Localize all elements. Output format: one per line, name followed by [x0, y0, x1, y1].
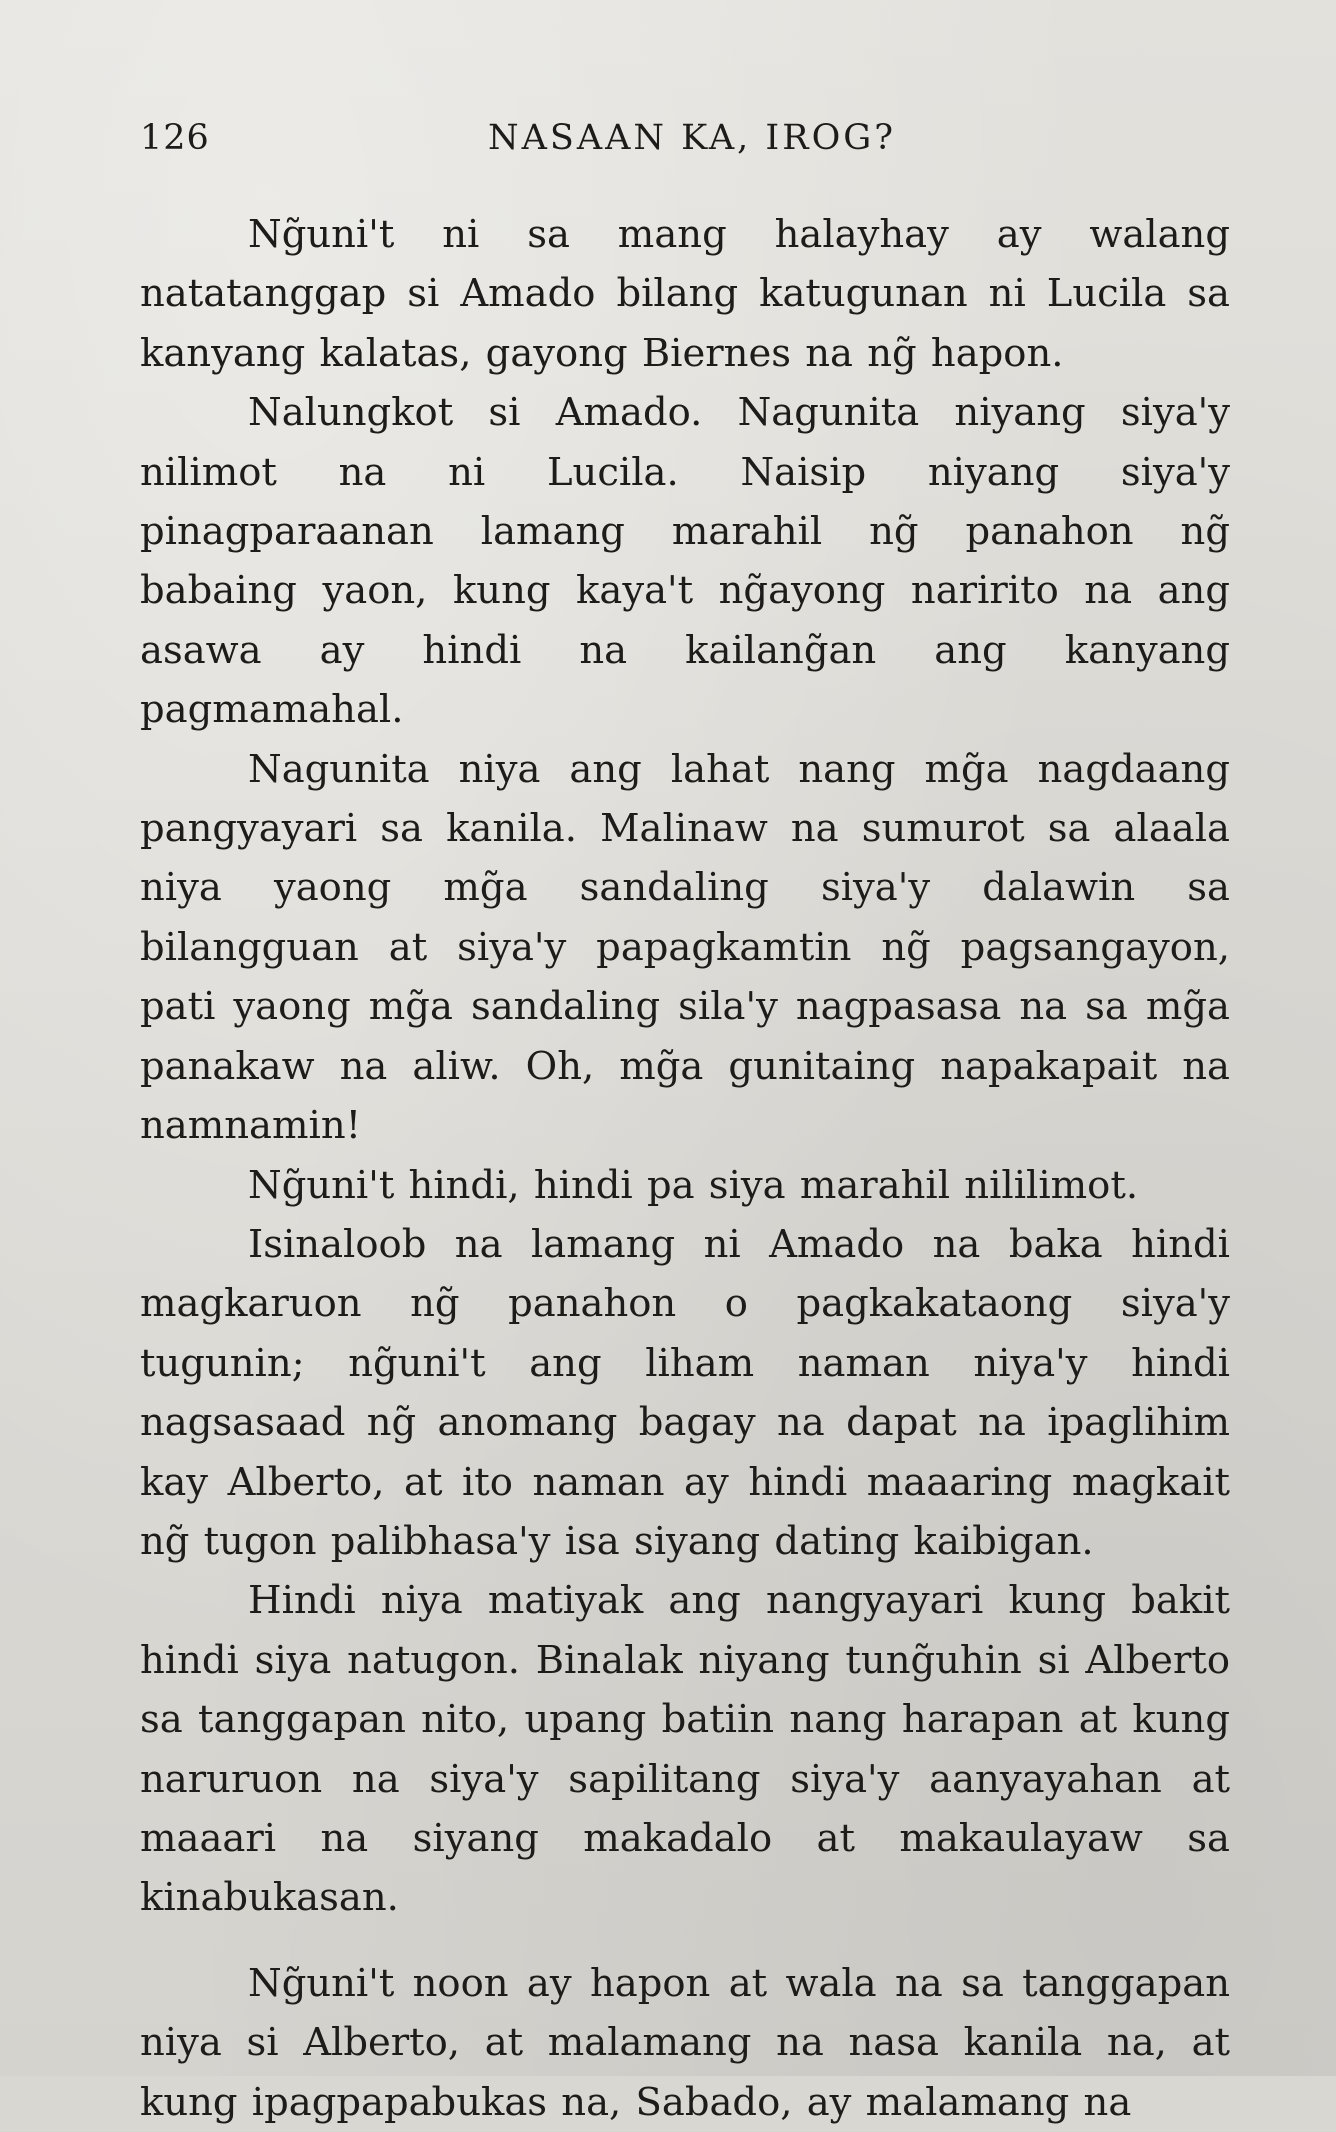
- running-title: NASAAN KA, IROG?: [488, 118, 897, 158]
- paragraph: Nalungkot si Amado. Nagunita niyang siya'y nilimot na ni Lucila. Naisip niyang siya'y pinagparaanan lamang marahil ng̃ panahon ng̃ babaing yaon, kung kaya't ng̃ayong naririto na ang asawa ay hindi na kailang̃an ang kanyang pagmamahal.: [140, 390, 1230, 733]
- body-text: [140, 205, 1230, 2132]
- paragraph: Ng̃uni't hindi, hindi pa siya marahil nililimot.: [248, 1162, 1139, 1208]
- paragraph: Ng̃uni't noon ay hapon at wala na sa tanggapan niya si Alberto, at malamang na nasa kanila na, at kung ipagpapabukas na, Sabado, ay malamang na: [140, 1960, 1230, 2125]
- paragraph: Hindi niya matiyak ang nangyayari kung bakit hindi siya natugon. Binalak niyang tung̃uhin si Alberto sa tanggapan nito, upang batiin nang harapan at kung naruruon na siya'y sapilitang siya'y aanyayahan at maaari na siyang makadalo at makaulayaw sa kinabukasan.: [140, 1578, 1230, 1921]
- paragraph: Ng̃uni't ni sa mang halayhay ay walang natatanggap si Amado bilang katugunan ni Lucila sa kanyang kalatas, gayong Biernes na ng̃ hapon.: [140, 212, 1230, 376]
- paragraph: Nagunita niya ang lahat nang mg̃a nagdaang pangyayari sa kanila. Malinaw na sumurot sa alaala niya yaong mg̃a sandaling siya'y dalawin sa bilangguan at siya'y papagkamtin ng̃ pagsangayon, pati yaong mg̃a sandaling sila'y nagpasasa na sa mg̃a panakaw na aliw. Oh, mg̃a gunitaing napakapait na namnamin!: [140, 746, 1230, 1149]
- page-number: 126: [140, 118, 210, 158]
- paragraph: Isinaloob na lamang ni Amado na baka hindi magkaruon ng̃ panahon o pagkakataong siya'y tugunin; ng̃uni't ang liham naman niya'y hindi nagsasaad ng̃ anomang bagay na dapat na ipaglihim kay Alberto, at ito naman ay hindi maaaring magkait ng̃ tugon palibhasa'y isa siyang dating kaibigan.: [140, 1221, 1230, 1564]
- page-header: [140, 118, 1230, 178]
